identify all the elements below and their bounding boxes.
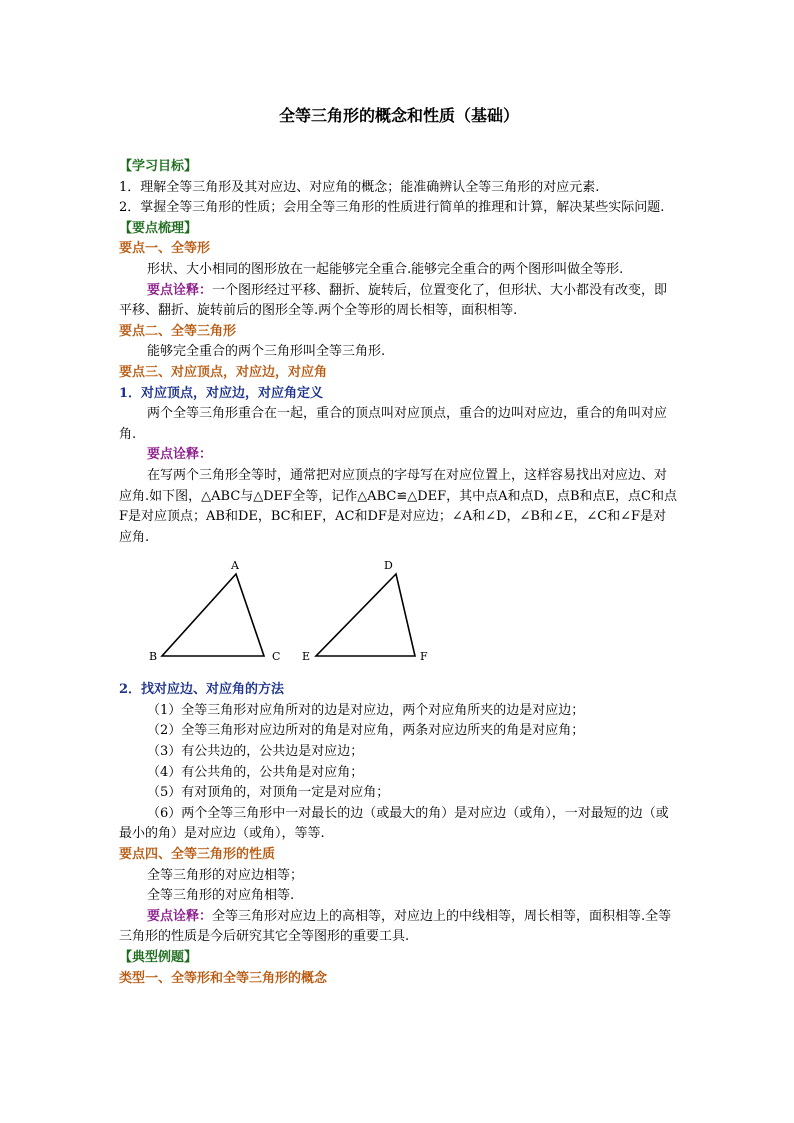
point3-note-label: 要点诠释： [147, 447, 213, 463]
triangle-abc [162, 574, 264, 656]
point4-line1: 全等三角形的对应边相等； [147, 867, 304, 883]
label-b: B [149, 650, 158, 664]
point2-heading: 要点二、全等三角形 [119, 323, 237, 339]
triangle-def [316, 574, 415, 656]
page-title: 全等三角形的概念和性质（基础） [278, 106, 519, 125]
label-f: F [420, 650, 428, 664]
method-item-5: （5）有对顶角的，对顶角一定是对应角； [147, 785, 390, 801]
method-item-2: （2）全等三角形对应边所对的角是对应角，两条对应边所夹的角是对应角； [147, 723, 585, 739]
note-label: 要点诠释： [147, 908, 213, 924]
point3-sub1: 1．对应顶点，对应边，对应角定义 [119, 385, 324, 401]
point4-line2: 全等三角形的对应角相等. [147, 888, 295, 904]
section-points-heading: 【要点梳理】 [119, 220, 198, 236]
goal-item-1: 1．理解全等三角形及其对应边、对应角的概念；能准确辨认全等三角形的对应元素. [119, 179, 600, 195]
point3-text: 两个全等三角形重合在一起，重合的顶点叫对应顶点，重合的边叫对应边，重合的角叫对应角. [119, 406, 668, 442]
label-e: E [302, 650, 311, 664]
document-body [119, 104, 679, 989]
point3-sub2: 2．找对应边、对应角的方法 [119, 682, 285, 698]
triangle-figure [119, 554, 679, 680]
method-item-3: （3）有公共边的，公共边是对应边； [147, 744, 364, 760]
label-a: A [231, 559, 239, 573]
label-d: D [384, 559, 393, 573]
note-label: 要点诠释： [147, 282, 213, 298]
method-item-6: （6）两个全等三角形中一对最长的边（或最大的角）是对应边（或角），一对最短的边（或最小的角）是对应边（或角），等等. [119, 805, 669, 842]
goal-item-2: 2．掌握全等三角形的性质；会用全等三角形的性质进行简单的推理和计算，解决某些实际问题. [119, 200, 665, 216]
label-c: C [272, 650, 281, 664]
point1-heading: 要点一、全等形 [119, 241, 211, 257]
method-item-1: （1）全等三角形对应角所对的边是对应边，两个对应角所夹的边是对应边； [147, 702, 585, 718]
point2-text: 能够完全重合的两个三角形叫全等三角形. [147, 344, 386, 360]
note-text: 全等三角形对应边上的高相等，对应边上的中线相等，周长相等，面积相等.全等三角形的性质是今后研究其它全等图形的重要工具. [119, 908, 672, 945]
point4-note [119, 907, 679, 948]
section-examples-heading: 【典型例题】 [119, 950, 198, 965]
point3-note-text: 在写两个三角形全等时，通常把对应顶点的字母写在对应位置上，这样容易找出对应边、对应角.如下图，△ABC与△DEF全等，记作△ABC≌△DEF，其中点A和点D，点B和点E，点C和点F是对应顶点；AB和DE，BC和EF，AC和DF是对应边；∠A和∠D，∠B和∠E，∠C和∠F是对应角. [119, 467, 677, 545]
method-item-4: （4）有公共角的，公共角是对应角； [147, 764, 364, 780]
section-goals-heading: 【学习目标】 [119, 159, 198, 174]
point1-note [119, 281, 679, 322]
point1-text: 形状、大小相同的图形放在一起能够完全重合.能够完全重合的两个图形叫做全等形. [147, 261, 624, 277]
example-type1-heading: 类型一、全等形和全等三角形的概念 [119, 970, 328, 986]
point3-heading: 要点三、对应顶点，对应边，对应角 [119, 364, 328, 380]
note-text: 一个图形经过平移、翻折、旋转后，位置变化了，但形状、大小都没有改变，即平移、翻折、旋转前后的图形全等.两个全等形的周长相等，面积相等. [119, 282, 668, 319]
congruent-triangles-diagram [0, 554, 794, 680]
point4-heading: 要点四、全等三角形的性质 [119, 847, 276, 863]
